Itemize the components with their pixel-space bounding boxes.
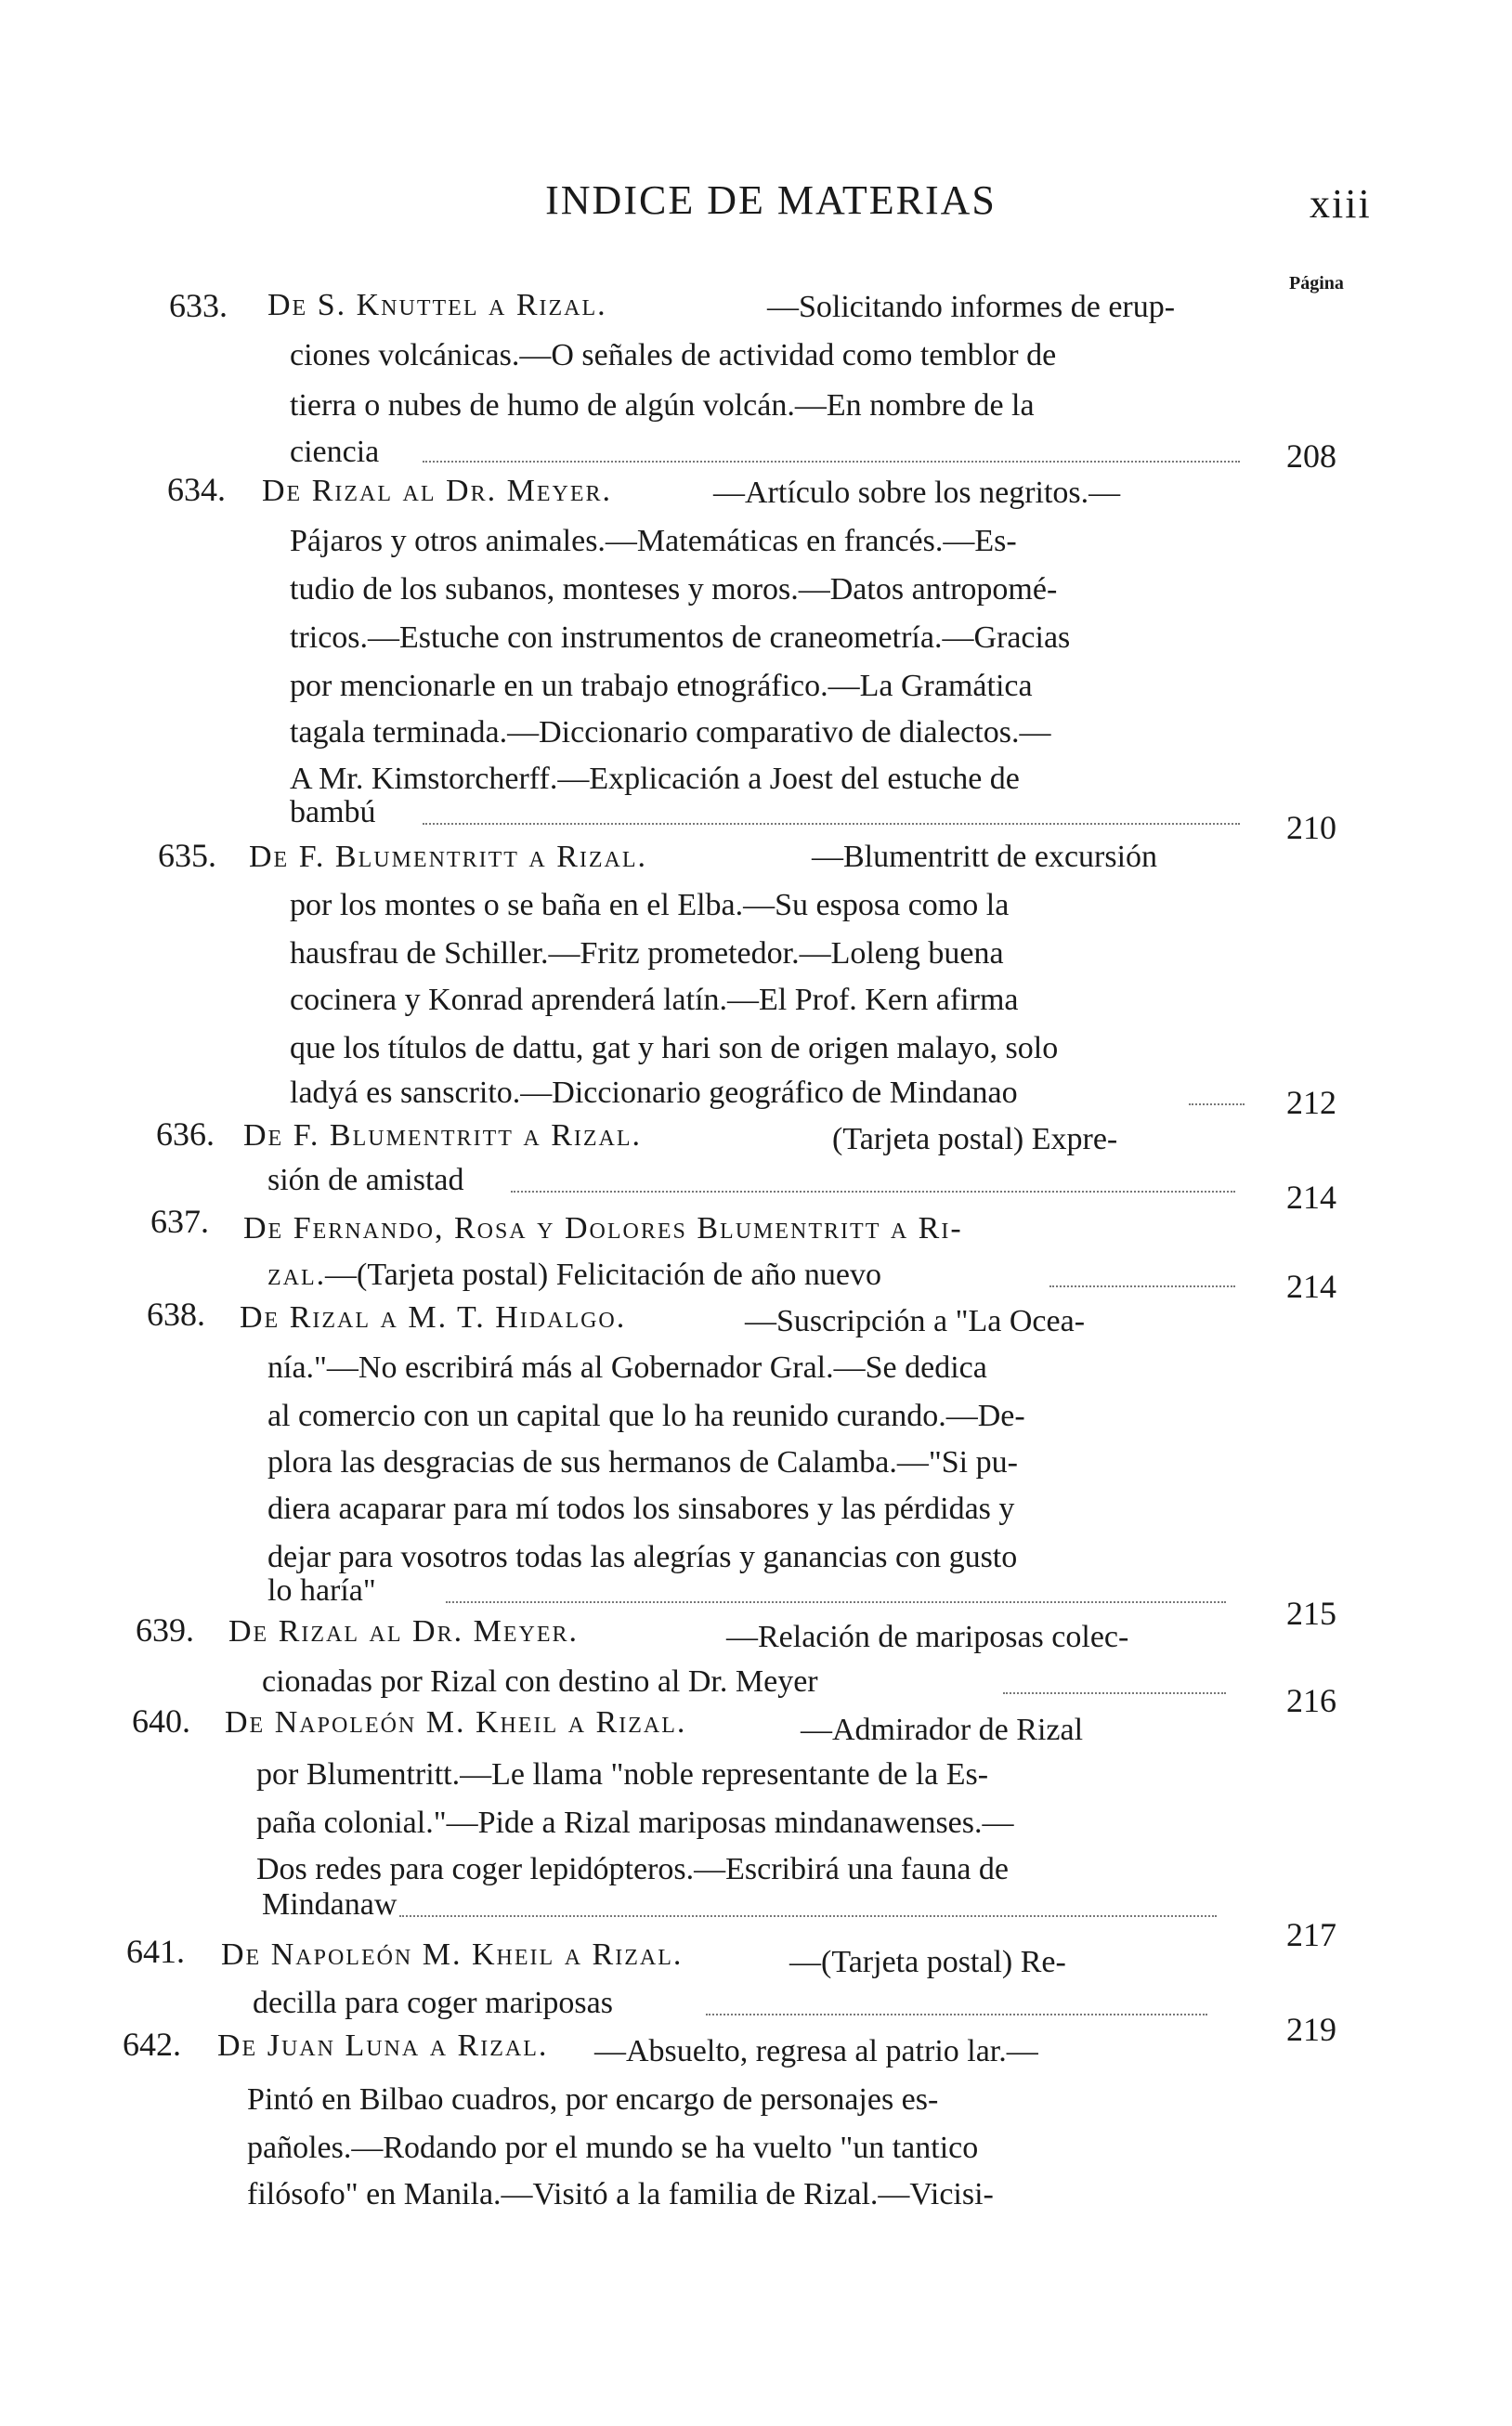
entry-line: zal. [267, 1258, 327, 1292]
page-number: xiii [1310, 181, 1372, 227]
entry-line: hausfrau de Schiller.—Fritz prometedor.—Loleng buena [290, 936, 1004, 971]
entry-author: De Juan Luna a Rizal. [217, 2028, 549, 2063]
entry-line: —Suscripción a "La Ocea- [745, 1304, 1086, 1338]
entry-author: De Rizal al Dr. Meyer. [262, 474, 612, 508]
entry-line: dejar para vosotros todas las alegrías y ganancias con gusto [267, 1540, 1018, 1574]
entry-line: nía."—No escribirá más al Gobernador Gral.—Se dedica [267, 1350, 987, 1385]
entry-line: Pájaros y otros animales.—Matemáticas en francés.—Es- [290, 524, 1017, 558]
entry-line: cionadas por Rizal con destino al Dr. Meyer [262, 1664, 818, 1699]
entry-page: 212 [1286, 1084, 1336, 1121]
entry-line: bambú [290, 795, 376, 829]
entry-line: Mindanaw [262, 1887, 398, 1922]
entry-line: —(Tarjeta postal) Re- [789, 1945, 1066, 1979]
entry-line: al comercio con un capital que lo ha reunido curando.—De- [267, 1399, 1025, 1433]
entry-number: 637. [150, 1203, 209, 1240]
entry-line: —Artículo sobre los negritos.— [713, 476, 1121, 510]
entry-number: 635. [158, 837, 216, 874]
entry-line: —Admirador de Rizal [801, 1713, 1084, 1747]
entry-line: lo haría" [267, 1573, 376, 1608]
entry-page: 217 [1286, 1916, 1336, 1953]
entry-line: ciones volcánicas.—O señales de actividad como temblor de [290, 338, 1057, 372]
entry-page: 214 [1286, 1268, 1336, 1305]
entry-author: De Fernando, Rosa y Dolores Blumentritt a Ri- [243, 1211, 963, 1246]
leader-dots [1189, 1103, 1245, 1105]
leader-dots [399, 1915, 1217, 1917]
entry-line: —Relación de mariposas colec- [726, 1620, 1129, 1654]
entry-line: A Mr. Kimstorcherff.—Explicación a Joest del estuche de [290, 762, 1020, 796]
entry-line: sión de amistad [267, 1163, 464, 1197]
entry-page: 210 [1286, 809, 1336, 846]
entry-line: tagala terminada.—Diccionario comparativo de dialectos.— [290, 715, 1051, 750]
entry-line: por Blumentritt.—Le llama "noble representante de la Es- [256, 1757, 989, 1792]
entry-line: decilla para coger mariposas [253, 1986, 613, 2020]
leader-dots [1049, 1285, 1235, 1287]
entry-line: plora las desgracias de sus hermanos de Calamba.—"Si pu- [267, 1445, 1018, 1480]
entry-author: De Napoleón M. Kheil a Rizal. [221, 1937, 684, 1972]
leader-dots [423, 823, 1240, 825]
entry-line: pañoles.—Rodando por el mundo se ha vuelto "un tantico [247, 2131, 979, 2165]
entry-number: 640. [132, 1702, 190, 1740]
entry-line: filósofo" en Manila.—Visitó a la familia de Rizal.—Vicisi- [247, 2177, 994, 2211]
leader-dots [1003, 1692, 1226, 1694]
entry-page: 214 [1286, 1179, 1336, 1216]
entry-line: cocinera y Konrad aprenderá latín.—El Prof. Kern afirma [290, 983, 1019, 1017]
entry-line: que los títulos de dattu, gat y hari son de origen malayo, solo [290, 1031, 1059, 1065]
entry-number: 642. [123, 2026, 181, 2063]
entry-number: 638. [147, 1296, 205, 1333]
leader-dots [511, 1191, 1235, 1193]
entry-line: paña colonial."—Pide a Rizal mariposas mindanawenses.— [256, 1806, 1014, 1840]
entry-author: De F. Blumentritt a Rizal. [243, 1118, 643, 1153]
entry-page: 219 [1286, 2011, 1336, 2048]
entry-line: —Solicitando informes de erup- [767, 290, 1176, 324]
entry-line: ladyá es sanscrito.—Diccionario geográfico de Mindanao [290, 1076, 1018, 1110]
entry-line: tierra o nubes de humo de algún volcán.—En nombre de la [290, 388, 1035, 423]
entry-line: tricos.—Estuche con instrumentos de craneometría.—Gracias [290, 620, 1071, 655]
entry-author: De Rizal a M. T. Hidalgo. [240, 1300, 627, 1335]
entry-number: 634. [167, 471, 226, 508]
entry-line: por los montes o se baña en el Elba.—Su esposa como la [290, 888, 1010, 922]
page-column-header: Página [1289, 273, 1344, 293]
entry-number: 633. [169, 287, 228, 324]
entry-line: tudio de los subanos, monteses y moros.—Datos antropomé- [290, 572, 1058, 606]
entry-line: —Absuelto, regresa al patrio lar.— [594, 2034, 1038, 2068]
entry-author: De Rizal al Dr. Meyer. [228, 1614, 579, 1649]
entry-line: Dos redes para coger lepidópteros.—Escribirá una fauna de [256, 1852, 1010, 1886]
entry-line: por mencionarle en un trabajo etnográfico.—La Gramática [290, 669, 1033, 703]
entry-line: ciencia [290, 435, 380, 469]
entry-page: 215 [1286, 1595, 1336, 1632]
running-title: INDICE DE MATERIAS [545, 177, 997, 223]
leader-dots [423, 461, 1240, 463]
entry-line: diera acaparar para mí todos los sinsabores y las pérdidas y [267, 1492, 1015, 1526]
entry-number: 636. [156, 1115, 215, 1153]
entry-number: 641. [126, 1933, 185, 1970]
entry-line: —(Tarjeta postal) Felicitación de año nuevo [325, 1258, 882, 1292]
entry-line: (Tarjeta postal) Expre- [832, 1122, 1118, 1156]
entry-author: De S. Knuttel a Rizal. [267, 288, 607, 322]
leader-dots [706, 2014, 1207, 2015]
entry-line: Pintó en Bilbao cuadros, por encargo de personajes es- [247, 2082, 939, 2117]
entry-line: —Blumentritt de excursión [812, 840, 1158, 874]
entry-author: De F. Blumentritt a Rizal. [249, 840, 648, 874]
entry-number: 639. [136, 1611, 194, 1649]
entry-page: 216 [1286, 1682, 1336, 1719]
leader-dots [446, 1601, 1226, 1603]
entry-author: De Napoleón M. Kheil a Rizal. [225, 1705, 687, 1740]
entry-page: 208 [1286, 437, 1336, 475]
